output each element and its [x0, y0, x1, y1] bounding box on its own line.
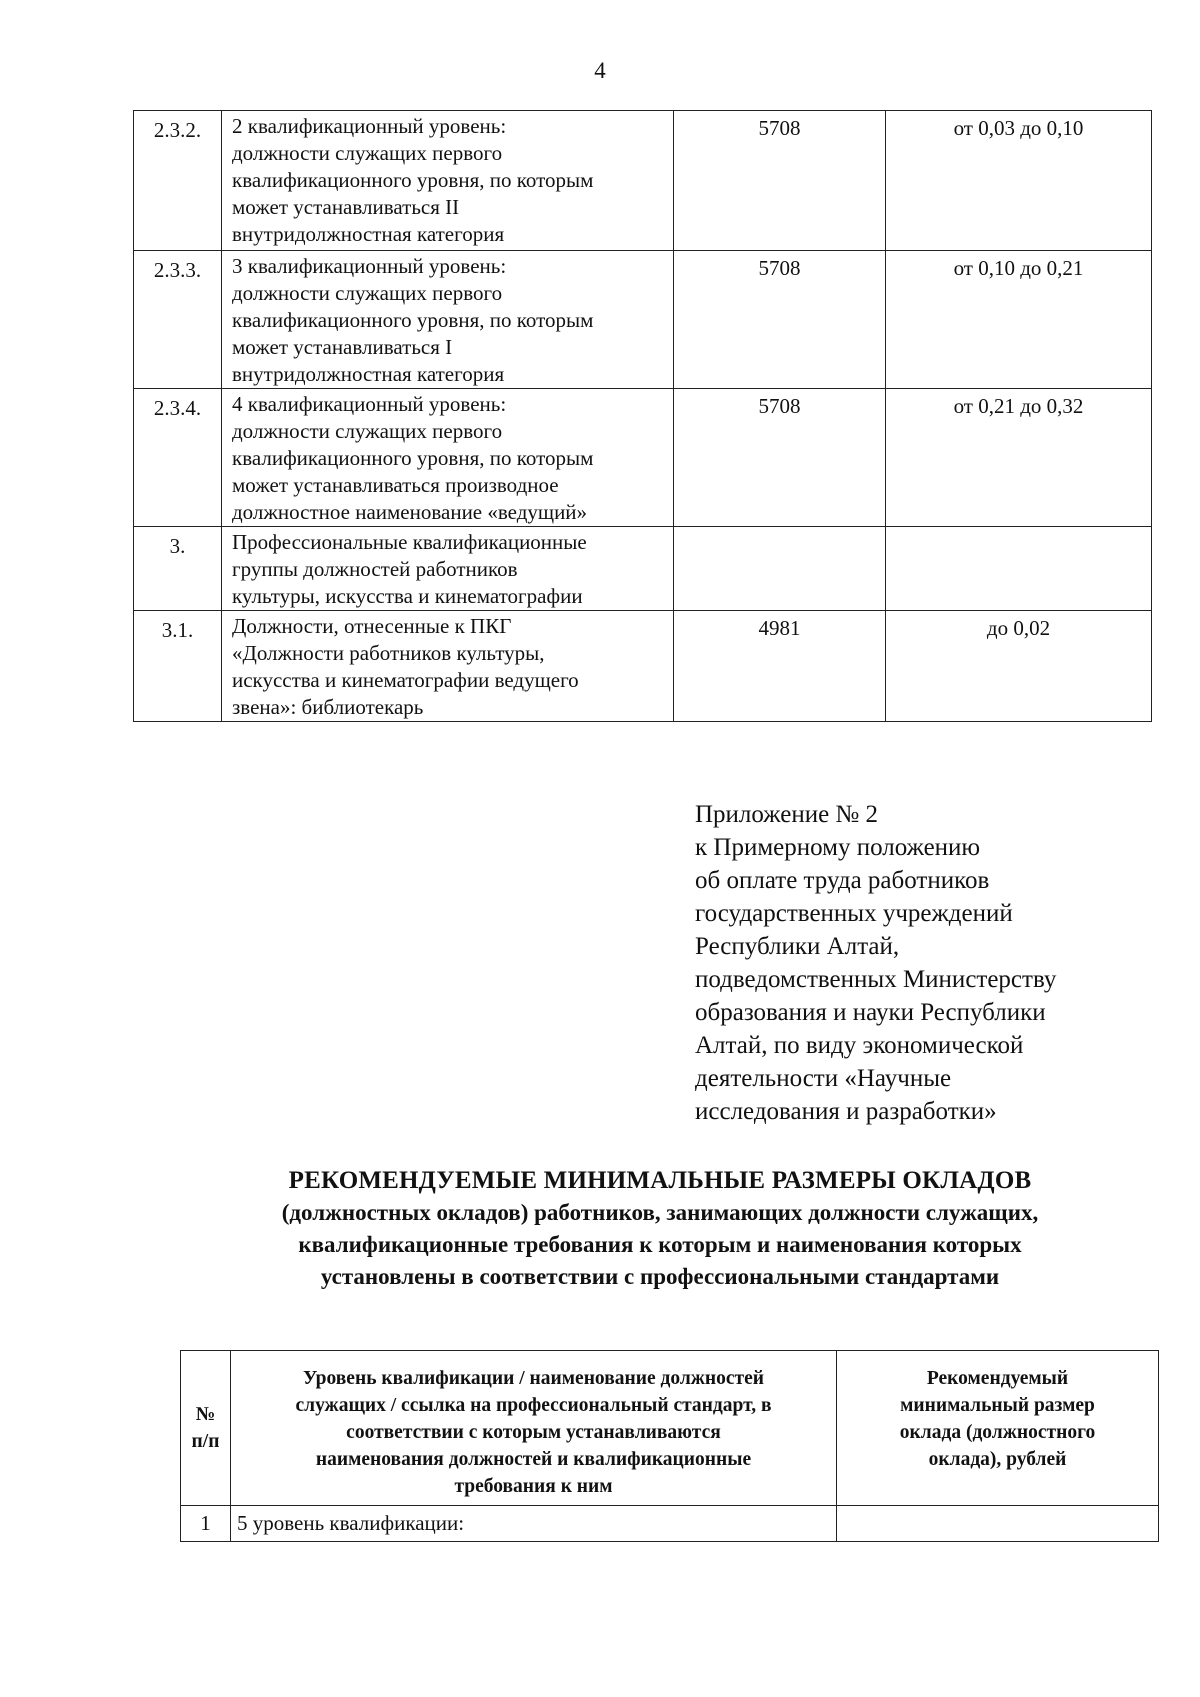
appendix-line: образования и науки Республики: [695, 999, 1046, 1026]
description-line: звена»: библиотекарь: [232, 695, 424, 719]
description-line: может устанавливаться II: [232, 195, 460, 219]
row-number: 3.1.: [134, 611, 222, 722]
row-description: [222, 251, 674, 389]
row-number: 2.3.2.: [134, 111, 222, 251]
row-salary: [837, 1506, 1159, 1542]
header-line: п/п: [191, 1431, 220, 1452]
appendix-line: государственных учреждений: [695, 900, 1013, 927]
table-row: [134, 389, 1152, 527]
header-line: соответствии с которым устанавливаются: [346, 1422, 721, 1443]
header-line: оклада (должностного: [899, 1422, 1096, 1443]
description-line: квалификационного уровня, по которым: [232, 446, 594, 470]
base-salary-value: [674, 527, 886, 611]
description-line: должности служащих первого: [232, 141, 503, 165]
coefficient-range: от 0,10 до 0,21: [886, 251, 1152, 389]
heading-subtitle-line: квалификационные требования к которым и наименования которых: [298, 1232, 1022, 1257]
appendix-line: подведомственных Министерству: [695, 966, 1057, 993]
appendix-line: Республики Алтай,: [695, 933, 900, 960]
row-number: 1: [181, 1506, 231, 1542]
description-line: внутридолжностная категория: [232, 222, 505, 246]
appendix-line: Приложение № 2: [695, 801, 879, 828]
section-heading: [160, 1165, 1160, 1293]
table-row: [134, 111, 1152, 251]
base-salary-value: 5708: [674, 389, 886, 527]
row-number: 2.3.4.: [134, 389, 222, 527]
table-row: [134, 527, 1152, 611]
header-line: наименования должностей и квалификационные: [315, 1449, 752, 1470]
description-line: может устанавливаться производное: [232, 473, 559, 497]
description-line: «Должности работников культуры,: [232, 641, 545, 665]
appendix-line: деятельности «Научные: [695, 1065, 952, 1092]
description-line: Профессиональные квалификационные: [232, 530, 587, 554]
row-description: [222, 389, 674, 527]
description-line: группы должностей работников: [232, 557, 518, 581]
coefficient-range: от 0,03 до 0,10: [886, 111, 1152, 251]
heading-subtitle-line: (должностных окладов) работников, занимающих должности служащих,: [281, 1200, 1039, 1225]
appendix-line: к Примерному положению: [695, 834, 981, 861]
description-line: искусства и кинематографии ведущего: [232, 668, 579, 692]
header-qualification: [231, 1351, 837, 1506]
description-line: 2 квалификационный уровень:: [232, 114, 507, 138]
appendix-line: исследования и разработки»: [695, 1098, 997, 1125]
row-description: [222, 111, 674, 251]
row-number: 2.3.3.: [134, 251, 222, 389]
description-line: должностное наименование «ведущий»: [232, 500, 588, 524]
minimum-salary-table: [180, 1350, 1159, 1542]
heading-title: РЕКОМЕНДУЕМЫЕ МИНИМАЛЬНЫЕ РАЗМЕРЫ ОКЛАДОВ: [288, 1167, 1032, 1194]
appendix-line: об оплате труда работников: [695, 867, 990, 894]
description-line: может устанавливаться I: [232, 335, 453, 359]
description-line: должности служащих первого: [232, 419, 503, 443]
salary-ratio-table: [133, 110, 1152, 722]
description-line: должности служащих первого: [232, 281, 503, 305]
coefficient-range: до 0,02: [886, 611, 1152, 722]
header-number: [181, 1351, 231, 1506]
description-line: Должности, отнесенные к ПКГ: [232, 614, 512, 638]
row-number: 3.: [134, 527, 222, 611]
table-row: [181, 1506, 1159, 1542]
heading-subtitle-line: установлены в соответствии с профессиональными стандартами: [320, 1264, 1000, 1289]
appendix-line: Алтай, по виду экономической: [695, 1032, 1024, 1059]
table-row: [134, 611, 1152, 722]
page-number: 4: [594, 58, 606, 83]
header-line: Уровень квалификации / наименование должностей: [302, 1368, 765, 1389]
header-line: Рекомендуемый: [926, 1368, 1069, 1389]
base-salary-value: 4981: [674, 611, 886, 722]
description-line: внутридолжностная категория: [232, 362, 505, 386]
row-description: [222, 611, 674, 722]
header-line: №: [195, 1404, 216, 1425]
header-line: оклада), рублей: [928, 1449, 1067, 1470]
appendix-note: [695, 798, 1155, 1128]
coefficient-range: [886, 527, 1152, 611]
base-salary-value: 5708: [674, 111, 886, 251]
description-line: квалификационного уровня, по которым: [232, 308, 594, 332]
header-salary: [837, 1351, 1159, 1506]
row-description: [222, 527, 674, 611]
header-line: минимальный размер: [900, 1395, 1095, 1416]
table-row: [134, 251, 1152, 389]
header-line: требования к ним: [454, 1476, 613, 1497]
description-line: 4 квалификационный уровень:: [232, 392, 507, 416]
description-line: квалификационного уровня, по которым: [232, 168, 594, 192]
description-line: культуры, искусства и кинематографии: [232, 584, 583, 608]
table-header-row: [181, 1351, 1159, 1506]
base-salary-value: 5708: [674, 251, 886, 389]
row-qualification: 5 уровень квалификации:: [231, 1506, 837, 1542]
coefficient-range: от 0,21 до 0,32: [886, 389, 1152, 527]
header-line: служащих / ссылка на профессиональный стандарт, в: [295, 1395, 772, 1416]
description-line: 3 квалификационный уровень:: [232, 254, 507, 278]
